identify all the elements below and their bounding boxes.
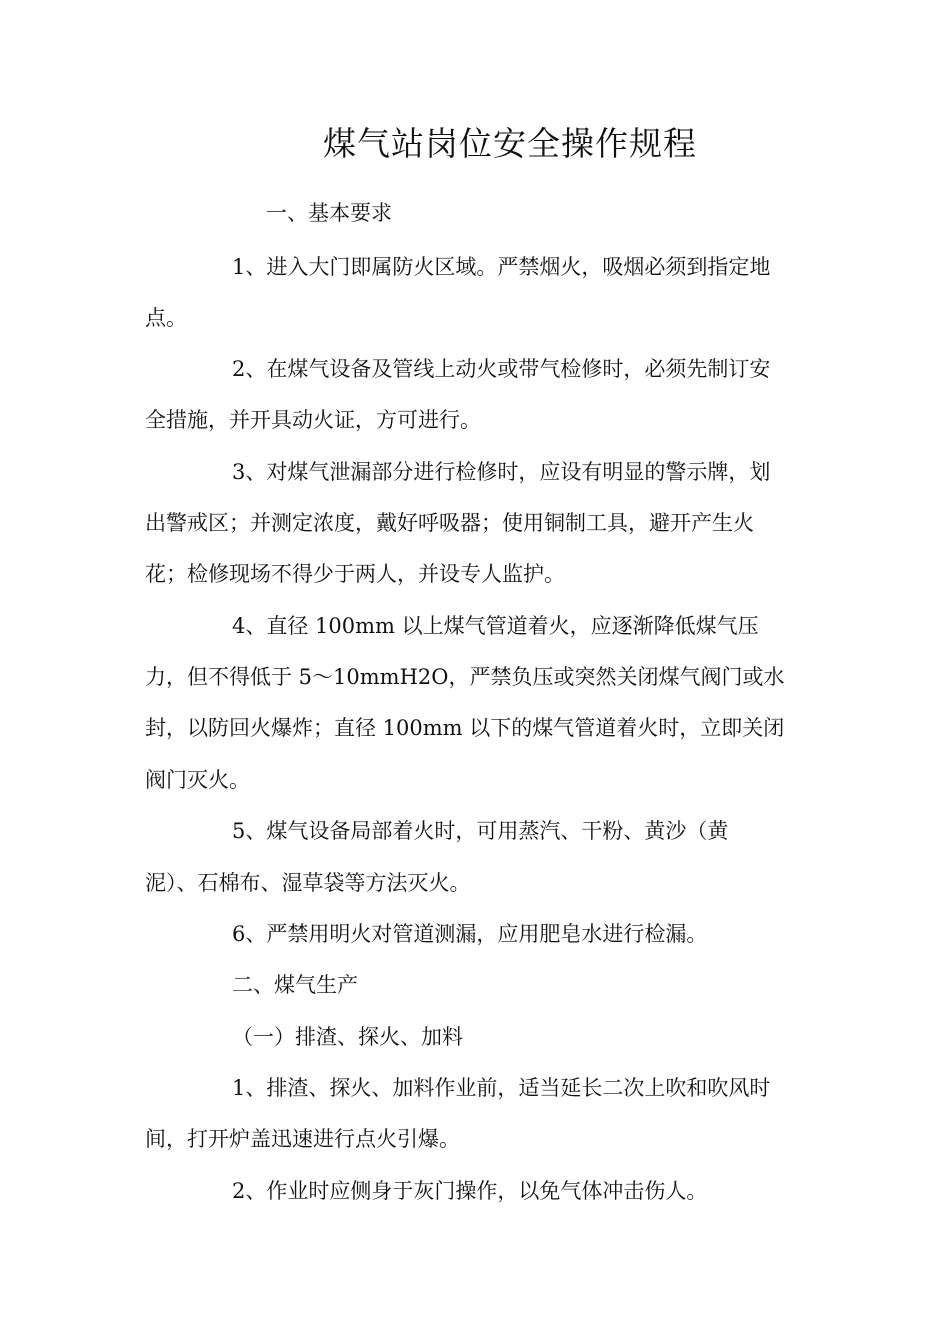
item-3-line-3: 花；检修现场不得少于两人，并设专人监护。 bbox=[145, 562, 565, 586]
section-heading-basic-requirements: 一、基本要求 bbox=[266, 201, 392, 225]
sub-item-1-line-1: 1、排渣、探火、加料作业前，适当延长二次上吹和吹风时 bbox=[232, 1076, 771, 1100]
item-5-line-2: 泥）、石棉布、湿草袋等方法灭火。 bbox=[145, 871, 471, 895]
sub-item-2-line-1: 2、作业时应侧身于灰门操作，以免气体冲击伤人。 bbox=[232, 1179, 708, 1203]
item-4-line-3: 封，以防回火爆炸；直径 100mm 以下的煤气管道着火时，立即关闭 bbox=[145, 716, 785, 740]
item-2-line-2: 全措施，并开具动火证，方可进行。 bbox=[145, 408, 481, 432]
item-6-line-1: 6、严禁用明火对管道测漏，应用肥皂水进行检漏。 bbox=[232, 922, 708, 946]
item-3-line-2: 出警戒区；并测定浓度，戴好呼吸器；使用铜制工具，避开产生火 bbox=[145, 511, 754, 535]
item-3-line-1: 3、对煤气泄漏部分进行检修时，应设有明显的警示牌，划 bbox=[232, 460, 771, 484]
item-4-line-4: 阀门灭火。 bbox=[145, 768, 250, 792]
item-1-line-1: 1、进入大门即属防火区域。严禁烟火，吸烟必须到指定地 bbox=[232, 255, 771, 279]
item-5-line-1: 5、煤气设备局部着火时，可用蒸汽、干粉、黄沙（黄 bbox=[232, 819, 729, 843]
item-4-line-2: 力，但不得低于 5～10mmH2O，严禁负压或突然关闭煤气阀门或水 bbox=[145, 665, 785, 689]
item-2-line-1: 2、在煤气设备及管线上动火或带气检修时，必须先制订安 bbox=[232, 357, 771, 381]
item-1-line-2: 点。 bbox=[145, 306, 187, 330]
subsection-heading-slag-fire-feed: （一）排渣、探火、加料 bbox=[232, 1025, 463, 1049]
sub-item-1-line-2: 间，打开炉盖迅速进行点火引爆。 bbox=[145, 1127, 460, 1151]
document-title: 煤气站岗位安全操作规程 bbox=[323, 124, 697, 163]
section-heading-gas-production: 二、煤气生产 bbox=[232, 973, 358, 997]
item-4-line-1: 4、直径 100mm 以上煤气管道着火，应逐渐降低煤气压 bbox=[232, 614, 759, 638]
